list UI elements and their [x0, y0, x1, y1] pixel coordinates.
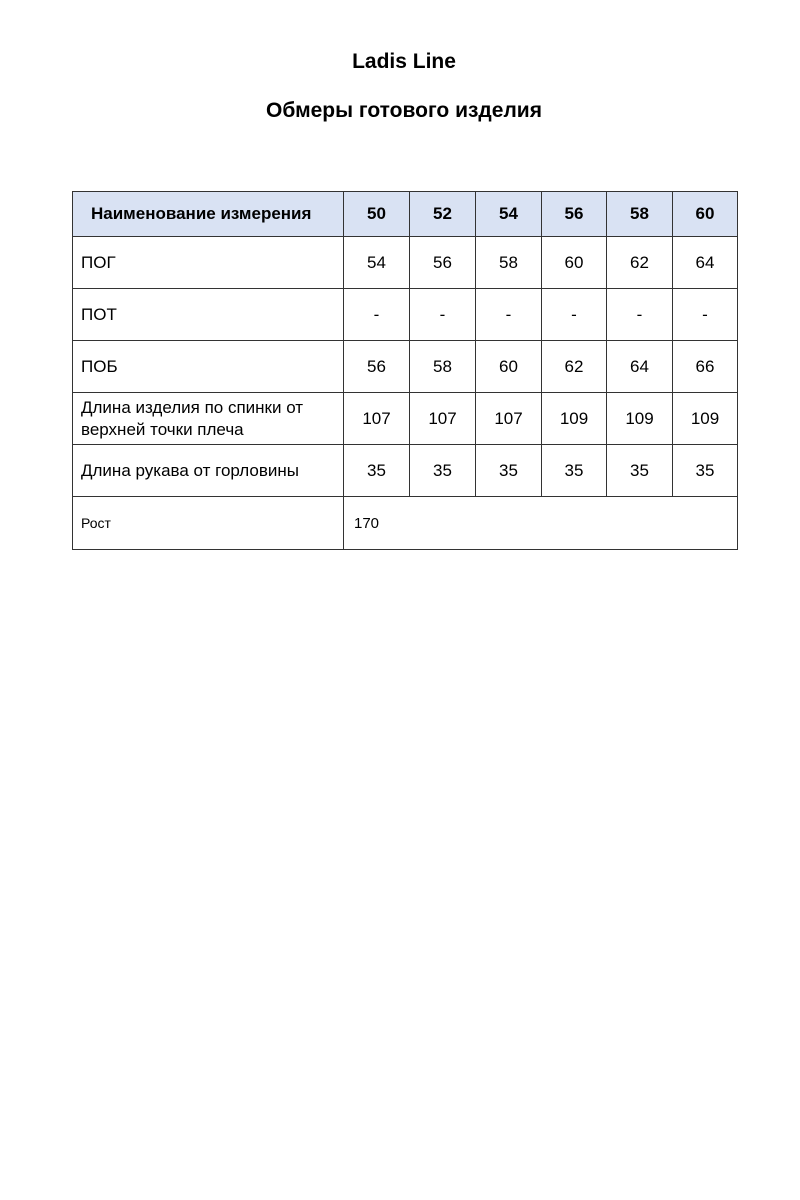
table-cell: 35	[607, 445, 673, 497]
row-label: ПОБ	[73, 341, 344, 393]
table-row	[73, 289, 738, 341]
table-cell: 64	[607, 341, 673, 393]
table-cell: 58	[476, 237, 542, 289]
table-cell: -	[542, 289, 607, 341]
table-cell: -	[410, 289, 476, 341]
table-cell: 54	[344, 237, 410, 289]
table-cell: 109	[673, 393, 738, 445]
header-size: 60	[673, 192, 738, 237]
row-label: Длина изделия по спинки от верхней точки плеча	[73, 393, 344, 445]
table-cell: 62	[542, 341, 607, 393]
header-size: 58	[607, 192, 673, 237]
table-cell: 64	[673, 237, 738, 289]
header-measurement-name: Наименование измерения	[73, 192, 344, 237]
table-header-row	[73, 192, 738, 237]
table-row	[73, 237, 738, 289]
table-cell: 35	[476, 445, 542, 497]
header-size: 52	[410, 192, 476, 237]
table-cell: -	[476, 289, 542, 341]
table-cell: 107	[476, 393, 542, 445]
table-cell: 109	[607, 393, 673, 445]
table-cell: 35	[542, 445, 607, 497]
table-row	[73, 393, 738, 445]
table-cell: 60	[542, 237, 607, 289]
table-cell: 66	[673, 341, 738, 393]
table-cell: 60	[476, 341, 542, 393]
row-label: ПОТ	[73, 289, 344, 341]
growth-value: 170	[344, 497, 738, 550]
table-cell: 58	[410, 341, 476, 393]
table-cell: -	[607, 289, 673, 341]
row-label: ПОГ	[73, 237, 344, 289]
table-cell: 109	[542, 393, 607, 445]
row-label: Длина рукава от горловины	[73, 445, 344, 497]
table-cell: 35	[673, 445, 738, 497]
table-row	[73, 445, 738, 497]
table-cell: 35	[344, 445, 410, 497]
brand-name: Ladis Line	[352, 50, 456, 73]
table-cell: 56	[344, 341, 410, 393]
table-cell: 62	[607, 237, 673, 289]
table-cell: -	[673, 289, 738, 341]
row-label: Рост	[73, 497, 344, 550]
table-cell: -	[344, 289, 410, 341]
table-row-growth	[73, 497, 738, 550]
header-size: 50	[344, 192, 410, 237]
measurements-table	[72, 191, 738, 550]
table-cell: 35	[410, 445, 476, 497]
header-size: 56	[542, 192, 607, 237]
table-row	[73, 341, 738, 393]
document-title: Обмеры готового изделия	[266, 99, 542, 122]
header-size: 54	[476, 192, 542, 237]
table-cell: 56	[410, 237, 476, 289]
table-cell: 107	[410, 393, 476, 445]
table-cell: 107	[344, 393, 410, 445]
